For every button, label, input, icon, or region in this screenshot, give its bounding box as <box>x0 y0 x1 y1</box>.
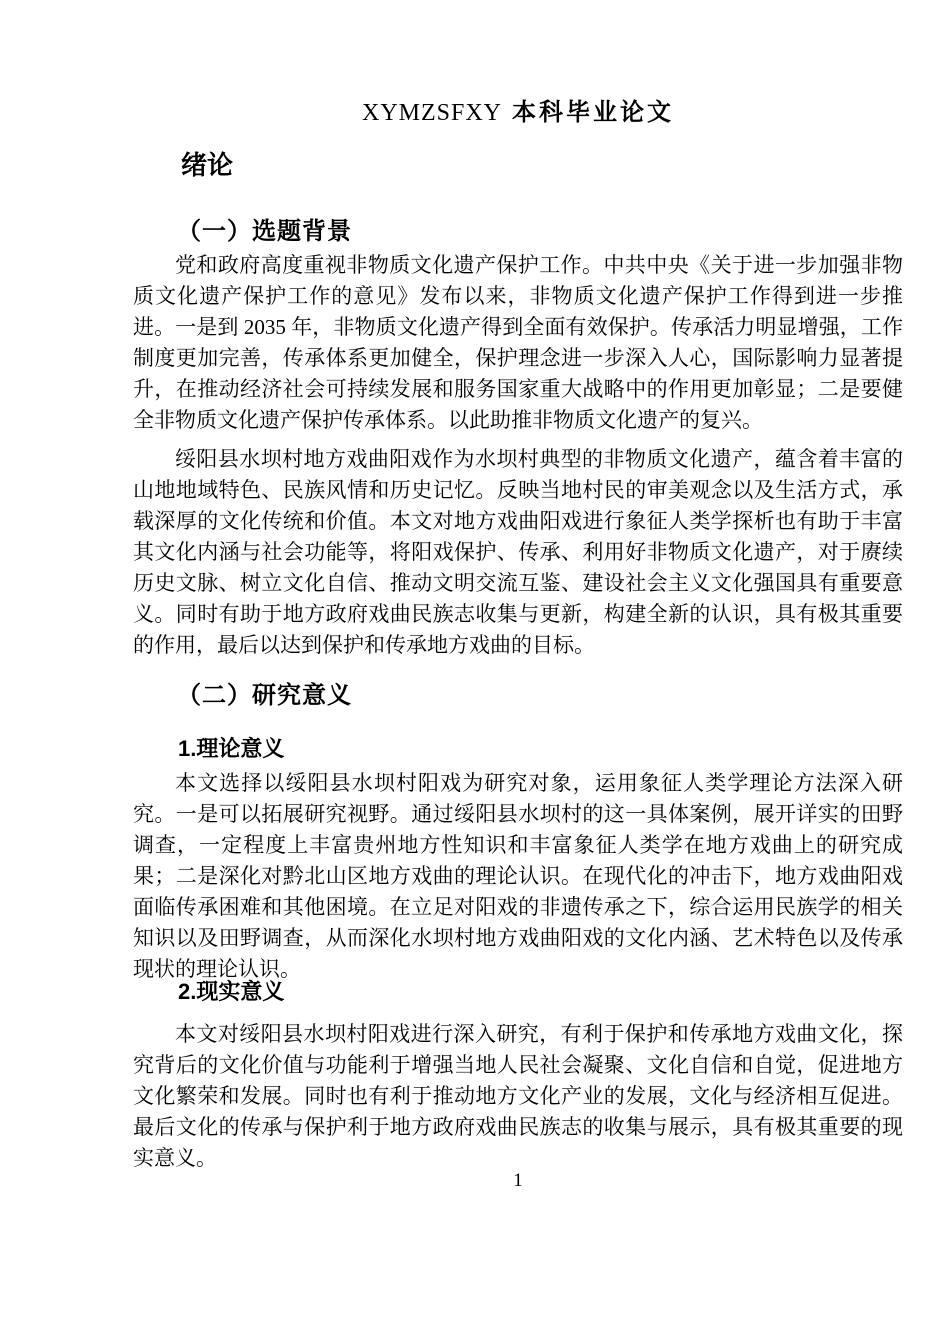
page-number: 1 <box>513 1170 523 1191</box>
paragraph-practical-significance: 本文对绥阳县水坝村阳戏进行深入研究，有利于保护和传承地方戏曲文化，探究背后的文化价值与功能利于增强当地人民社会凝聚、文化自信和自觉，促进地方文化繁荣和发展。同时也有利于推动地方文化产业的发展，文化与经济相互促进。最后文化的传承与保护利于地方政府戏曲民族志的收集与展示，具有极其重要的现实意义。 <box>133 1022 903 1170</box>
running-header <box>133 92 903 127</box>
page-content-area <box>133 0 903 1344</box>
subsection-heading-theoretical-significance: 1.理论意义 <box>178 736 285 761</box>
section-heading-significance: （二）研究意义 <box>177 682 352 709</box>
header-thesis-type: 本科毕业论文 <box>512 100 675 126</box>
paragraph-policy-background: 党和政府高度重视非物质文化遗产保护工作。中共中央《关于进一步加强非物质文化遗产保护工作的意见》发布以来，非物质文化遗产保护工作得到进一步推进。一是到 2035 年，非物质文化遗产得到全面有效保护。传承活力明显增强，工作制度更加完善，传承体系更加健全，保护理念进一步深入人心，国际影响力显著提升，在推动经济社会可持续发展和服务国家重大战略中的作用更加彰显；二是要健全非物质文化遗产保护传承体系。以此助推非物质文化遗产的复兴。 <box>133 253 903 432</box>
header-school-code: XYMZSFXY <box>361 100 503 126</box>
paragraph-yangxi-background: 绥阳县水坝村地方戏曲阳戏作为水坝村典型的非物质文化遗产，蕴含着丰富的山地地域特色、民族风情和历史记忆。反映当地村民的审美观念以及生活方式，承载深厚的文化传统和价值。本文对地方戏曲阳戏进行象征人类学探析也有助于丰富其文化内涵与社会功能等，将阳戏保护、传承、利用好非物质文化遗产，对于赓续历史文脉、树立文化自信、推动文明交流互鉴、建设社会主义文化强国具有重要意义。同时有助于地方政府戏曲民族志收集与更新，构建全新的认识，具有极其重要的作用，最后以达到保护和传承地方戏曲的目标。 <box>133 447 903 657</box>
section-heading-background: （一）选题背景 <box>177 218 352 245</box>
chapter-title: 绪论 <box>181 150 234 180</box>
subsection-heading-practical-significance: 2.现实意义 <box>178 979 285 1004</box>
paragraph-theoretical-significance: 本文选择以绥阳县水坝村阳戏为研究对象，运用象征人类学理论方法深入研究。一是可以拓展研究视野。通过绥阳县水坝村的这一具体案例，展开详实的田野调查，一定程度上丰富贵州地方性知识和丰富象征人类学在地方戏曲上的研究成果；二是深化对黔北山区地方戏曲的理论认识。在现代化的冲击下，地方戏曲阳戏面临传承困难和其他困境。在立足对阳戏的非遗传承之下，综合运用民族学的相关知识以及田野调查，从而深化水坝村地方戏曲阳戏的文化内涵、艺术特色以及传承现状的理论认识。 <box>133 771 903 981</box>
